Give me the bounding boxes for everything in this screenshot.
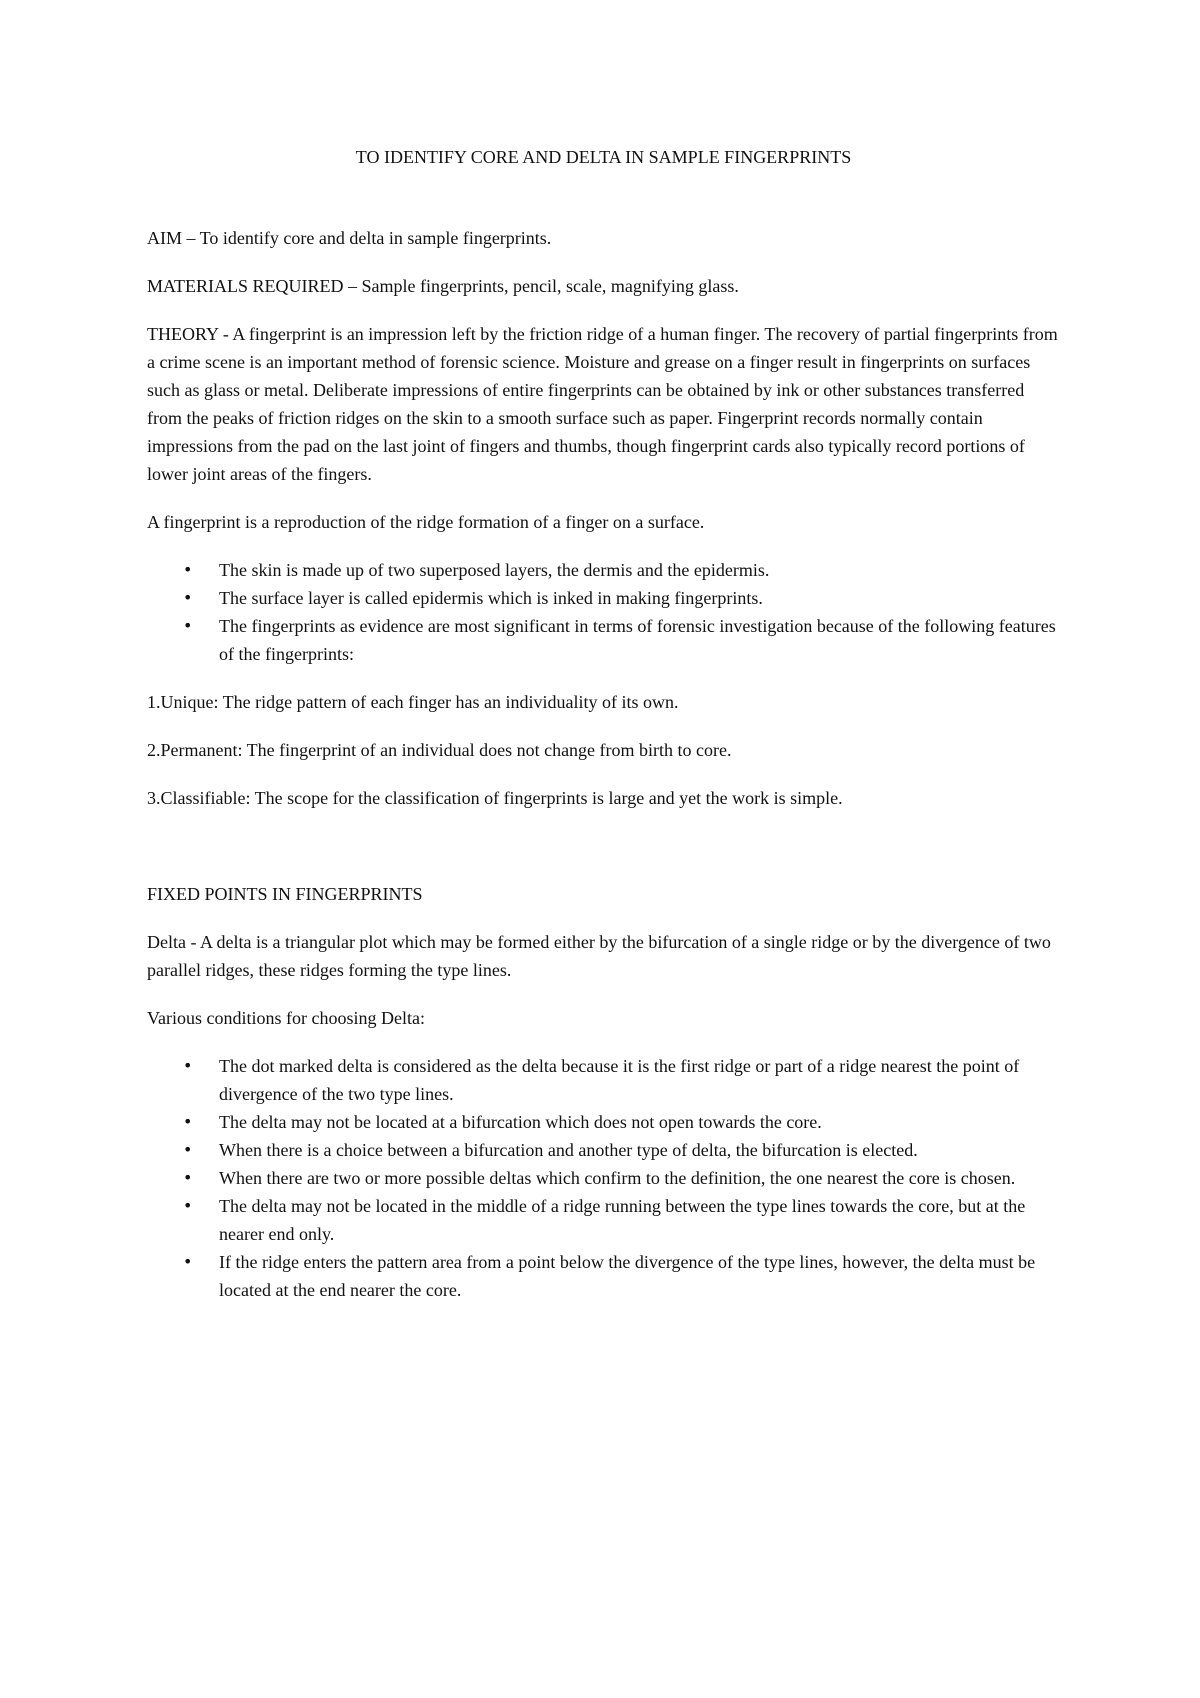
definition-paragraph: A fingerprint is a reproduction of the ridge formation of a finger on a surface. — [147, 512, 705, 532]
aim-paragraph: AIM – To identify core and delta in sample fingerprints. — [147, 228, 552, 248]
section-spacer — [147, 832, 1060, 880]
feature-permanent: 2.Permanent: The fingerprint of an individual does not change from birth to core. — [147, 740, 732, 760]
list-item: • If the ridge enters the pattern area from a point below the divergence of the type lines, however, the delta must be located at the end nearer the core. — [219, 1248, 1060, 1304]
list-item: • The fingerprints as evidence are most significant in terms of forensic investigation because of the following features of the fingerprints: — [219, 612, 1060, 668]
list-item: • The surface layer is called epidermis which is inked in making fingerprints. — [219, 584, 1060, 612]
feature-unique: 1.Unique: The ridge pattern of each finger has an individuality of its own. — [147, 692, 679, 712]
section-heading-fixed-points: FIXED POINTS IN FINGERPRINTS — [147, 884, 423, 904]
skin-bullet-list — [147, 556, 1060, 668]
materials-paragraph: MATERIALS REQUIRED – Sample fingerprints, pencil, scale, magnifying glass. — [147, 276, 739, 296]
list-item: • When there are two or more possible deltas which confirm to the definition, the one nearest the core is chosen. — [219, 1164, 1060, 1192]
delta-conditions-list — [147, 1052, 1060, 1304]
list-item: • When there is a choice between a bifurcation and another type of delta, the bifurcation is elected. — [219, 1136, 1060, 1164]
list-item: • The delta may not be located at a bifurcation which does not open towards the core. — [219, 1108, 1060, 1136]
list-item: • The dot marked delta is considered as the delta because it is the first ridge or part of a ridge nearest the point of divergence of the two type lines. — [219, 1052, 1060, 1108]
document-title: TO IDENTIFY CORE AND DELTA IN SAMPLE FINGERPRINTS — [355, 147, 852, 167]
delta-definition-paragraph: Delta - A delta is a triangular plot which may be formed either by the bifurcation of a single ridge or by the divergence of two parallel ridges, these ridges forming the type lines. — [147, 932, 1051, 980]
list-item: • The delta may not be located in the middle of a ridge running between the type lines towards the core, but at the nearer end only. — [219, 1192, 1060, 1248]
delta-conditions-intro: Various conditions for choosing Delta: — [147, 1008, 425, 1028]
feature-classifiable: 3.Classifiable: The scope for the classification of fingerprints is large and yet the work is simple. — [147, 788, 843, 808]
theory-paragraph: THEORY - A fingerprint is an impression left by the friction ridge of a human finger. The recovery of partial fingerprints from a crime scene is an important method of forensic science. Moisture and grease on a finger result in fingerprints on surfaces such as glass or metal. Deliberate impressions of entire fingerprints can be obtained by ink or other substances transferred from the peaks of friction ridges on the skin to a smooth surface such as paper. Fingerprint records normally contain impressions from the pad on the last joint of fingers and thumbs, though fingerprint cards also typically record portions of lower joint areas of the fingers. — [147, 324, 1058, 484]
list-item: • The skin is made up of two superposed layers, the dermis and the epidermis. — [219, 556, 1060, 584]
